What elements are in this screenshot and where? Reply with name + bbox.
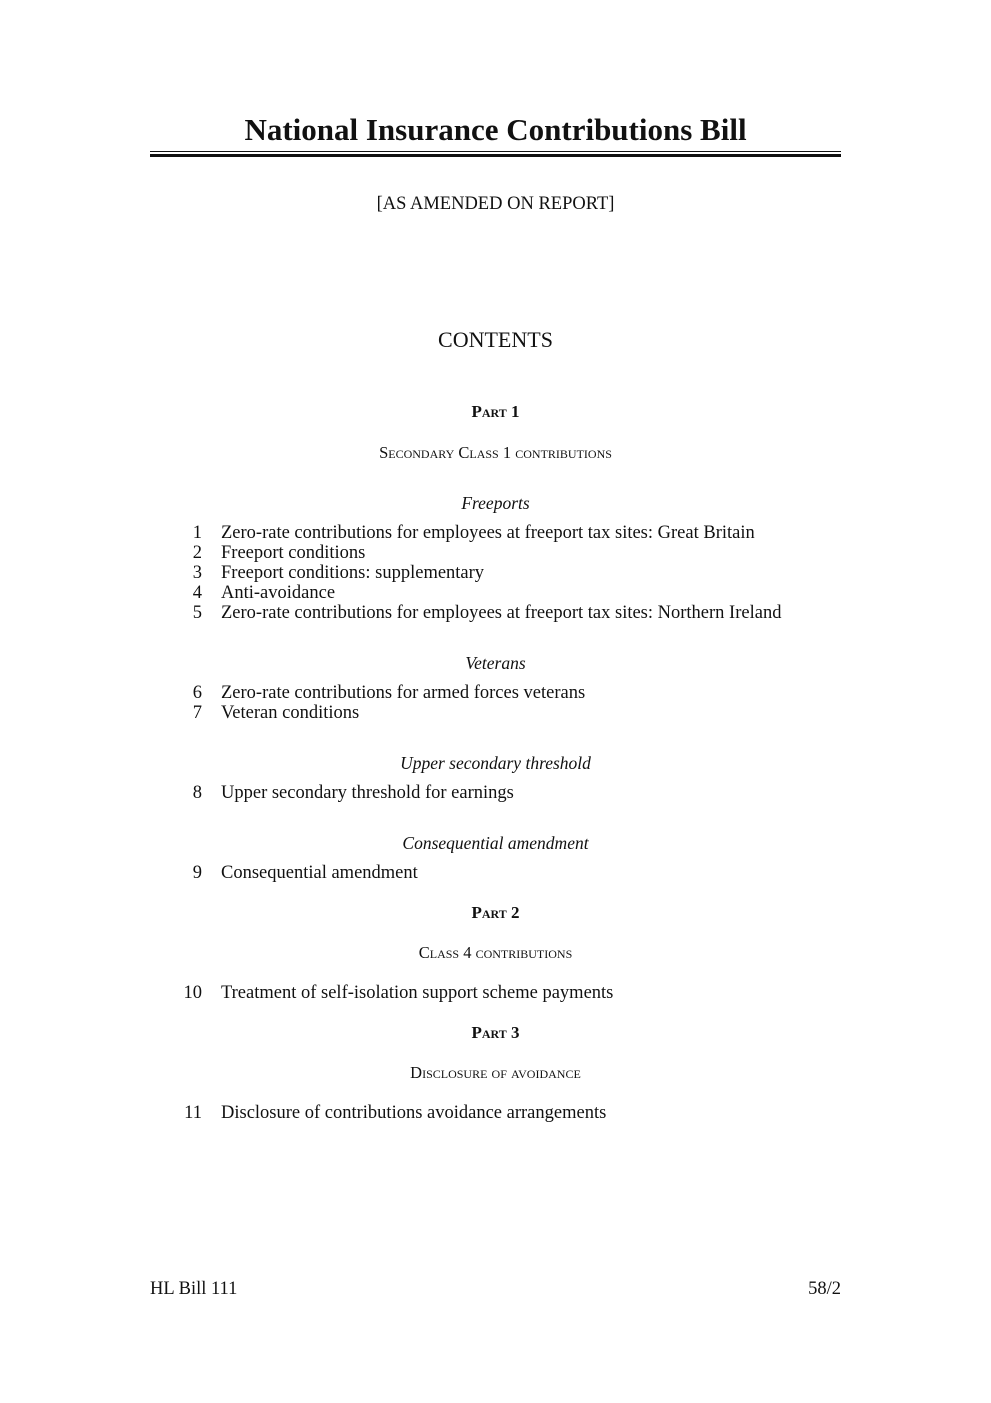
clause-title[interactable]: Upper secondary threshold for earnings (221, 783, 514, 803)
clause-number: 2 (192, 543, 202, 563)
clause-number: 5 (192, 603, 202, 623)
title-rule-thick (150, 154, 841, 157)
clause-number: 9 (192, 863, 202, 883)
clause-title[interactable]: Treatment of self-isolation support scheme payments (221, 983, 614, 1003)
clause-title[interactable]: Consequential amendment (221, 863, 418, 883)
crossheading-freeports: Freeports (461, 493, 530, 513)
clause-number: 8 (192, 783, 202, 803)
clause-number: 11 (184, 1103, 202, 1123)
crossheading-consequential: Consequential amendment (402, 833, 589, 853)
crossheading-veterans: Veterans (465, 653, 526, 673)
part-2-heading: Class 4 contributions (418, 943, 573, 962)
bill-title: National Insurance Contributions Bill (244, 112, 747, 147)
clause-title[interactable]: Zero-rate contributions for employees at freeport tax sites: Great Britain (221, 523, 755, 543)
clause-title[interactable]: Zero-rate contributions for armed forces veterans (221, 683, 586, 703)
part-2-label: Part 2 (471, 903, 520, 922)
title-rule-thin (150, 151, 841, 152)
clause-title[interactable]: Veteran conditions (221, 703, 360, 723)
footer-bill-reference: HL Bill 111 (150, 1279, 238, 1299)
part-3-label: Part 3 (471, 1023, 520, 1042)
clause-title[interactable]: Anti-avoidance (221, 583, 336, 603)
clause-title[interactable]: Freeport conditions (221, 543, 366, 563)
footer-session-number: 58/2 (808, 1279, 841, 1299)
part-3-heading: Disclosure of avoidance (410, 1063, 581, 1082)
part-1-label: Part 1 (471, 402, 520, 421)
contents-heading: CONTENTS (438, 327, 553, 352)
clause-number: 1 (192, 523, 202, 543)
clause-number: 3 (192, 563, 202, 583)
crossheading-upper-threshold: Upper secondary threshold (400, 753, 591, 773)
clause-number: 7 (192, 703, 202, 723)
clause-number: 4 (192, 583, 202, 603)
clause-title[interactable]: Disclosure of contributions avoidance arrangements (221, 1103, 607, 1123)
part-1-heading: Secondary Class 1 contributions (379, 443, 612, 462)
clause-number: 6 (192, 683, 202, 703)
clause-title[interactable]: Freeport conditions: supplementary (221, 563, 485, 583)
clause-title[interactable]: Zero-rate contributions for employees at freeport tax sites: Northern Ireland (221, 603, 782, 623)
amendment-status: [AS AMENDED ON REPORT] (376, 194, 615, 214)
clause-number: 10 (183, 983, 202, 1003)
